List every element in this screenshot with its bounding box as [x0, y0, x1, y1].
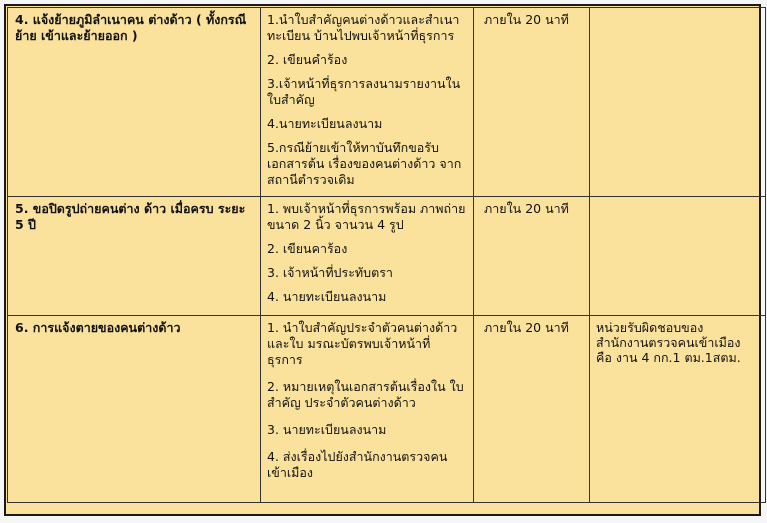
time-cell: ภายใน 20 นาที	[474, 197, 590, 316]
topic-cell: 6. การแจ้งตายของคนต่างด้าว	[8, 316, 261, 503]
step-item: 3. นายทะเบียนลงนาม	[267, 422, 387, 437]
step-item: 1. นำใบสำคัญประจำตัวคนต่างด้าว และใบ มรณะบัตรพบเจ้าหน้าที่ ธุรการ	[267, 320, 458, 367]
table-row	[8, 8, 766, 197]
step-item: 3. เจ้าหน้าที่ประทับตรา	[267, 265, 393, 280]
note-cell: หน่วยรับผิดชอบของ สำนักงานตรวจคนเข้าเมือง คือ งาน 4 กก.1 ตม.1สตม.	[590, 316, 766, 503]
procedure-table-frame	[4, 4, 761, 516]
step-item: 4. ส่งเรื่องไปยังสำนักงานตรวจคน เข้าเมือง	[267, 449, 448, 480]
step-item: 2. เขียนคาร้อง	[267, 241, 348, 256]
step-item: 5.กรณีย้ายเข้าให้ทาบันทึกขอรับ เอกสารต้น เรื่องของคนต่างด้าว จากสถานีตำรวจเดิม	[267, 140, 462, 187]
step-item: 3.เจ้าหน้าที่ธุรการลงนามรายงานใน ใบสำคัญ	[267, 76, 461, 107]
topic-cell: 5. ขอปิดรูปถ่ายคนต่าง ด้าว เมื่อครบ ระยะ 5 ปี	[8, 197, 261, 316]
procedure-table	[7, 7, 766, 503]
step-item: 2. หมายเหตุในเอกสารต้นเรื่องใน ใบสำคัญ ประจำตัวคนต่างด้าว	[267, 379, 464, 410]
step-item: 1. พบเจ้าหน้าที่ธุรการพร้อม ภาพถ่ายขนาด 2 นิ้ว จานวน 4 รูป	[267, 201, 466, 232]
step-item: 4.นายทะเบียนลงนาม	[267, 116, 383, 131]
steps-cell	[261, 316, 474, 503]
note-cell	[590, 197, 766, 316]
step-item: 4. นายทะเบียนลงนาม	[267, 289, 387, 304]
step-item: 1.นำใบสำคัญคนต่างด้าวและสำเนา ทะเบียน บ้านไปพบเจ้าหน้าที่ธุรการ	[267, 12, 460, 43]
steps-cell	[261, 197, 474, 316]
steps-cell	[261, 8, 474, 197]
step-item: 2. เขียนคำร้อง	[267, 52, 348, 67]
time-cell: ภายใน 20 นาที	[474, 316, 590, 503]
topic-cell: 4. แจ้งย้ายภูมิลำเนาคน ต่างด้าว ( ทั้งกรณีย้าย เข้าและย้ายออก )	[8, 8, 261, 197]
table-row	[8, 197, 766, 316]
note-cell	[590, 8, 766, 197]
table-row	[8, 316, 766, 503]
time-cell: ภายใน 20 นาที	[474, 8, 590, 197]
